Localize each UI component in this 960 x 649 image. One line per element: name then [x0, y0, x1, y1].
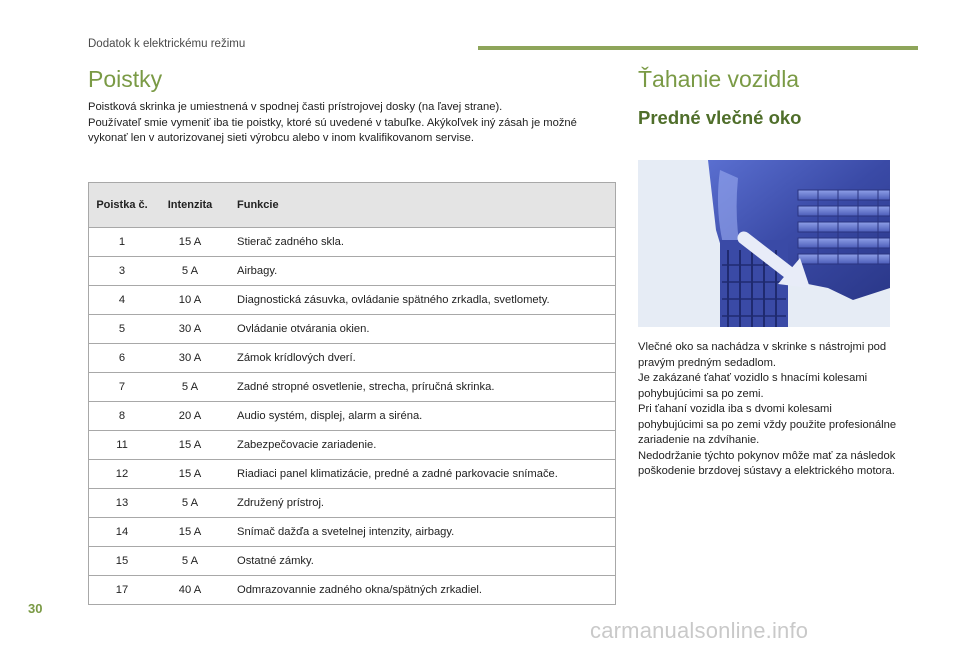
fuse-rating-cell: 40 A: [155, 576, 229, 605]
table-row: [89, 518, 616, 547]
header-fuse-number: Poistka č.: [89, 183, 156, 228]
towing-text-line-2: Je zakázané ťahať vozidlo s hnacími kolesami pohybujúcimi sa po zemi.: [638, 372, 868, 400]
fuse-rating-cell: 30 A: [155, 344, 229, 373]
header-rating: Intenzita: [155, 183, 229, 228]
fuse-table-header-row: [89, 183, 616, 228]
fuse-rating-cell: 15 A: [155, 518, 229, 547]
fuse-rating-cell: 20 A: [155, 402, 229, 431]
table-row: [89, 373, 616, 402]
fuse-function-cell: Zabezpečovacie zariadenie.: [229, 431, 616, 460]
fuse-table: [88, 182, 616, 605]
bumper-illustration-graphic: [638, 160, 890, 327]
fuse-rating-cell: 15 A: [155, 228, 229, 257]
table-row: [89, 402, 616, 431]
table-row: [89, 431, 616, 460]
table-row: [89, 257, 616, 286]
fuse-number-cell: 15: [89, 547, 156, 576]
fuse-number-cell: 3: [89, 257, 156, 286]
fuse-number-cell: 7: [89, 373, 156, 402]
table-row: [89, 460, 616, 489]
towing-instructions: [638, 340, 898, 480]
towing-subtitle: Predné vlečné oko: [638, 107, 802, 128]
table-row: [89, 547, 616, 576]
fuse-rating-cell: 5 A: [155, 257, 229, 286]
towing-text-line-1: Vlečné oko sa nachádza v skrinke s nástrojmi pod pravým predným sedadlom.: [638, 341, 887, 369]
fuse-function-cell: Zámok krídlových dverí.: [229, 344, 616, 373]
fuses-intro: [88, 100, 618, 147]
fuses-section-title: Poistky: [88, 66, 163, 92]
fuse-number-cell: 5: [89, 315, 156, 344]
fuse-function-cell: Zadné stropné osvetlenie, strecha, príručná skrinka.: [229, 373, 616, 402]
header-divider: [478, 46, 918, 50]
table-row: [89, 228, 616, 257]
table-row: [89, 344, 616, 373]
fuse-function-cell: Riadiaci panel klimatizácie, predné a zadné parkovacie snímače.: [229, 460, 616, 489]
towing-eye-illustration: [638, 160, 890, 327]
towing-section-title: Ťahanie vozidla: [638, 66, 800, 92]
towing-text-line-4: Nedodržanie týchto pokynov môže mať za následok poškodenie brzdovej sústavy a elektrického motora.: [638, 449, 896, 477]
fuse-rating-cell: 5 A: [155, 489, 229, 518]
fuse-rating-cell: 10 A: [155, 286, 229, 315]
fuse-rating-cell: 30 A: [155, 315, 229, 344]
fuses-intro-line-1: Poistková skrinka je umiestnená v spodnej časti prístrojovej dosky (na ľavej strane).: [88, 101, 503, 113]
fuse-number-cell: 17: [89, 576, 156, 605]
fuse-function-cell: Snímač dažďa a svetelnej intenzity, airbagy.: [229, 518, 616, 547]
fuses-intro-line-2: Používateľ smie vymeniť iba tie poistky, ktoré sú uvedené v tabuľke. Akýkoľvek iný zásah je možné vykonať len v autorizovanej sieti výrobcu alebo v inom kvalifikovanom servise.: [88, 116, 577, 144]
fuse-number-cell: 1: [89, 228, 156, 257]
table-row: [89, 315, 616, 344]
fuse-number-cell: 4: [89, 286, 156, 315]
fuse-function-cell: Diagnostická zásuvka, ovládanie spätného zrkadla, svetlomety.: [229, 286, 616, 315]
table-row: [89, 489, 616, 518]
fuse-function-cell: Združený prístroj.: [229, 489, 616, 518]
fuse-number-cell: 11: [89, 431, 156, 460]
table-row: [89, 576, 616, 605]
fuse-number-cell: 13: [89, 489, 156, 518]
fuse-function-cell: Stierač zadného skla.: [229, 228, 616, 257]
fuse-rating-cell: 5 A: [155, 373, 229, 402]
header-title: Dodatok k elektrickému režimu: [88, 38, 246, 50]
fuse-number-cell: 6: [89, 344, 156, 373]
fuse-number-cell: 8: [89, 402, 156, 431]
watermark: carmanualsonline.info: [590, 618, 809, 643]
fuse-rating-cell: 15 A: [155, 460, 229, 489]
page-number: 30: [28, 601, 43, 616]
fuse-function-cell: Audio systém, displej, alarm a siréna.: [229, 402, 616, 431]
fuse-number-cell: 14: [89, 518, 156, 547]
fuse-function-cell: Ostatné zámky.: [229, 547, 616, 576]
fuse-rating-cell: 15 A: [155, 431, 229, 460]
table-row: [89, 286, 616, 315]
fuse-function-cell: Odmrazovannie zadného okna/spätných zrkadiel.: [229, 576, 616, 605]
fuse-number-cell: 12: [89, 460, 156, 489]
fuse-rating-cell: 5 A: [155, 547, 229, 576]
fuse-function-cell: Airbagy.: [229, 257, 616, 286]
fuse-function-cell: Ovládanie otvárania okien.: [229, 315, 616, 344]
towing-text-line-3: Pri ťahaní vozidla iba s dvomi kolesami pohybujúcimi sa po zemi vždy použite profesionálne zariadenie na zdvíhanie.: [638, 403, 897, 446]
header-functions: Funkcie: [229, 183, 616, 228]
